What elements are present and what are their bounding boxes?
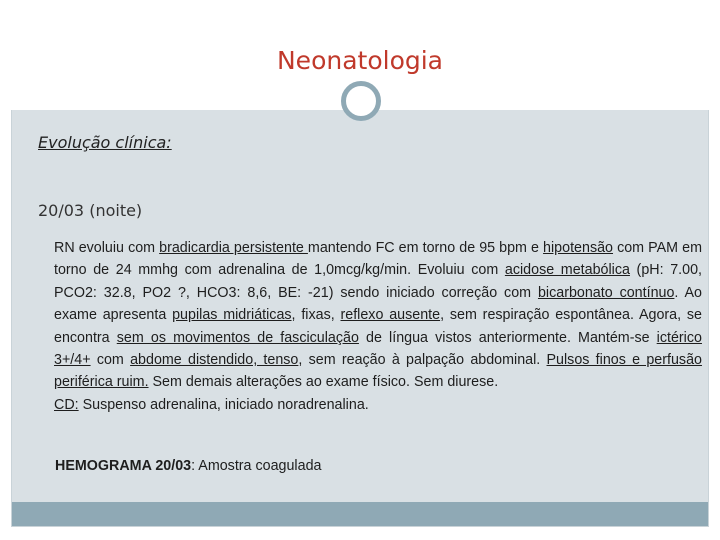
clinical-evolution-text <box>54 237 702 416</box>
slide-title: Neonatologia <box>276 46 443 75</box>
text-run: , sem reação à palpação abdominal. <box>298 352 547 369</box>
hemogram-line <box>55 458 321 474</box>
conduct-line <box>54 394 702 416</box>
highlight-acidose: acidose metabólica <box>504 262 630 279</box>
hemogram-text: : Amostra coagulada <box>191 458 322 474</box>
text-run: . Ao exame apresenta <box>54 284 702 324</box>
text-run: de língua vistos anteriormente. Mantém-se <box>358 329 657 346</box>
date-line: 20/03 (noite) <box>38 201 143 220</box>
hemogram-label: HEMOGRAMA 20/03 <box>55 458 192 474</box>
highlight-reflexo: reflexo ausente <box>340 307 441 324</box>
highlight-pulsos: Pulsos finos e perfusão periférica ruim. <box>54 352 702 391</box>
highlight-hipotensao: hipotensão <box>543 240 614 256</box>
conduct-text: Suspenso adrenalina, iniciado noradrenalina. <box>78 396 369 413</box>
text-run: , sem respiração espontânea. Agora, se encontra <box>54 307 702 346</box>
highlight-bicarbonato: bicarbonato contínuo <box>537 284 675 301</box>
highlight-fasciculacao: sem os movimentos de fasciculação <box>116 329 359 346</box>
section-heading: Evolução clínica: <box>38 133 172 152</box>
highlight-bradicardia: bradicardia persistente <box>159 240 308 256</box>
conduct-label: CD: <box>54 396 79 413</box>
text-run: , fixas, <box>291 307 341 324</box>
text-run: com <box>90 352 131 369</box>
circle-ornament-icon <box>341 81 381 121</box>
text-run: com PAM em torno de 24 mmhg com adrenalina de 1,0mcg/kg/min. Evoluiu com <box>54 240 702 279</box>
text-run: (pH: 7.00, PCO2: 32.8, PO2 ?, HCO3: 8,6, BE: -21) sendo iniciado correção com <box>54 262 702 301</box>
highlight-icterico: ictérico 3+/4+ <box>54 329 702 369</box>
bottom-accent-bar <box>12 502 708 526</box>
text-run: mantendo FC em torno de 95 bpm e <box>307 240 544 256</box>
text-run: RN evoluiu com <box>54 240 160 256</box>
text-run: Sem demais alterações ao exame físico. Sem diurese. <box>148 374 499 391</box>
highlight-abdome: abdome distendido, tenso <box>130 352 299 369</box>
highlight-pupilas: pupilas midriáticas <box>172 307 292 324</box>
